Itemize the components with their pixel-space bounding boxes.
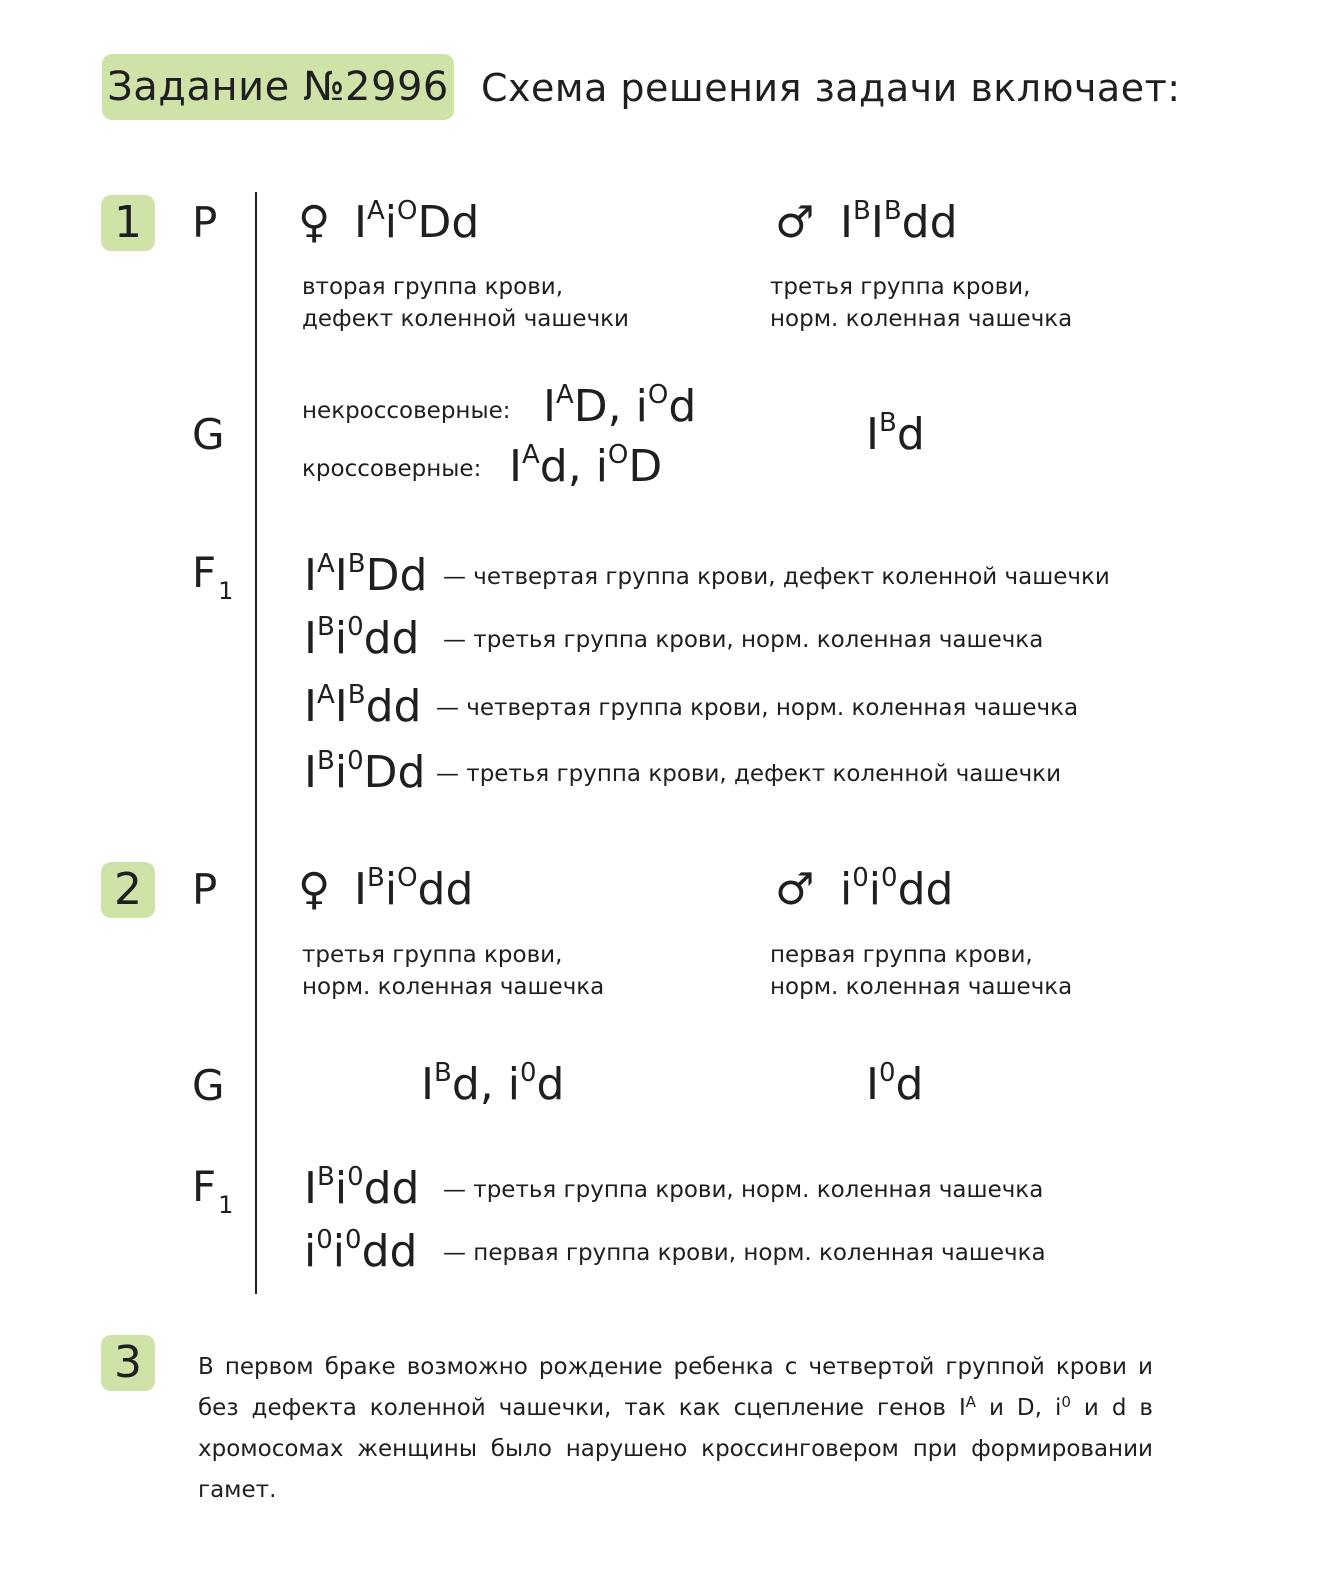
task-number-badge: Задание №2996: [102, 54, 454, 120]
step-2-badge: 2: [101, 862, 155, 918]
step2-male-gametes: $I^0d$: [866, 1058, 924, 1110]
step1-offspring-description: — третья группа крови, дефект коленной чашечки: [436, 761, 1062, 787]
conclusion-text: В первом браке возможно рождение ребенка с четвертой группой крови и без дефекта коленной чашечки, так как сцепление генов $I^A$ и D, $i^0$ и d в хромосомах женщины было нарушено кроссинговером при формировании гамет.: [198, 1354, 1153, 1503]
row-label-g: G: [192, 410, 225, 459]
scheme-divider-line: [255, 192, 257, 1294]
step1-offspring-description: — четвертая группа крови, норм. коленная чашечка: [436, 695, 1079, 721]
male-symbol: ♂: [775, 197, 815, 248]
step1-male-genotype: $I^BI^Bdd$: [840, 196, 958, 248]
female-symbol: ♀: [298, 197, 331, 248]
step1-offspring-genotype: $I^Bi^0dd$: [304, 612, 420, 664]
row-label-f1: $F_1$: [192, 1162, 234, 1219]
male-symbol: ♂: [775, 864, 815, 915]
step1-offspring-genotype: $I^Bi^0Dd$: [304, 746, 426, 798]
row-label-p: P: [192, 198, 218, 247]
step-1-badge: 1: [101, 195, 155, 251]
noncrossover-label: некроссоверные:: [302, 398, 511, 424]
step2-offspring-genotype: $i^0i^0dd$: [304, 1225, 418, 1277]
step2-offspring-genotype: $I^Bi^0dd$: [304, 1162, 420, 1214]
step2-female-gametes: $I^Bd$, $i^0d$: [421, 1058, 565, 1110]
step2-male-description: первая группа крови, норм. коленная чашечка: [770, 942, 1073, 1000]
crossover-gametes: $I^Ad$, $i^OD$: [509, 440, 663, 492]
female-symbol: ♀: [298, 864, 331, 915]
step2-offspring-description: — первая группа крови, норм. коленная чашечка: [443, 1240, 1046, 1266]
step1-offspring-genotype: $I^AI^Bdd$: [304, 680, 422, 732]
row-label-f1: $F_1$: [192, 548, 234, 605]
step1-offspring-description: — третья группа крови, норм. коленная чашечка: [443, 627, 1044, 653]
row-label-p: P: [192, 865, 218, 914]
step2-male-genotype: $i^0i^0dd$: [840, 863, 954, 915]
crossover-label: кроссоверные:: [302, 456, 482, 482]
step1-male-gametes: $I^Bd$: [866, 408, 925, 460]
step1-male-description: третья группа крови, норм. коленная чашечка: [770, 274, 1073, 332]
step2-offspring-description: — третья группа крови, норм. коленная чашечка: [443, 1177, 1044, 1203]
step2-female-description: третья группа крови, норм. коленная чашечка: [302, 942, 605, 1000]
step1-female-description: вторая группа крови, дефект коленной чашечки: [302, 274, 629, 332]
noncrossover-gametes: $I^AD$, $i^Od$: [543, 380, 697, 432]
step1-offspring-description: — четвертая группа крови, дефект коленной чашечки: [443, 564, 1110, 590]
header-title: Схема решения задачи включает:: [481, 66, 1181, 110]
step1-offspring-genotype: $I^AI^BDd$: [304, 549, 428, 601]
row-label-g: G: [192, 1061, 225, 1110]
step2-female-genotype: $I^Bi^Odd$: [354, 863, 474, 915]
step1-female-genotype: $I^Ai^ODd$: [354, 196, 480, 248]
step-3-badge: 3: [101, 1335, 155, 1391]
